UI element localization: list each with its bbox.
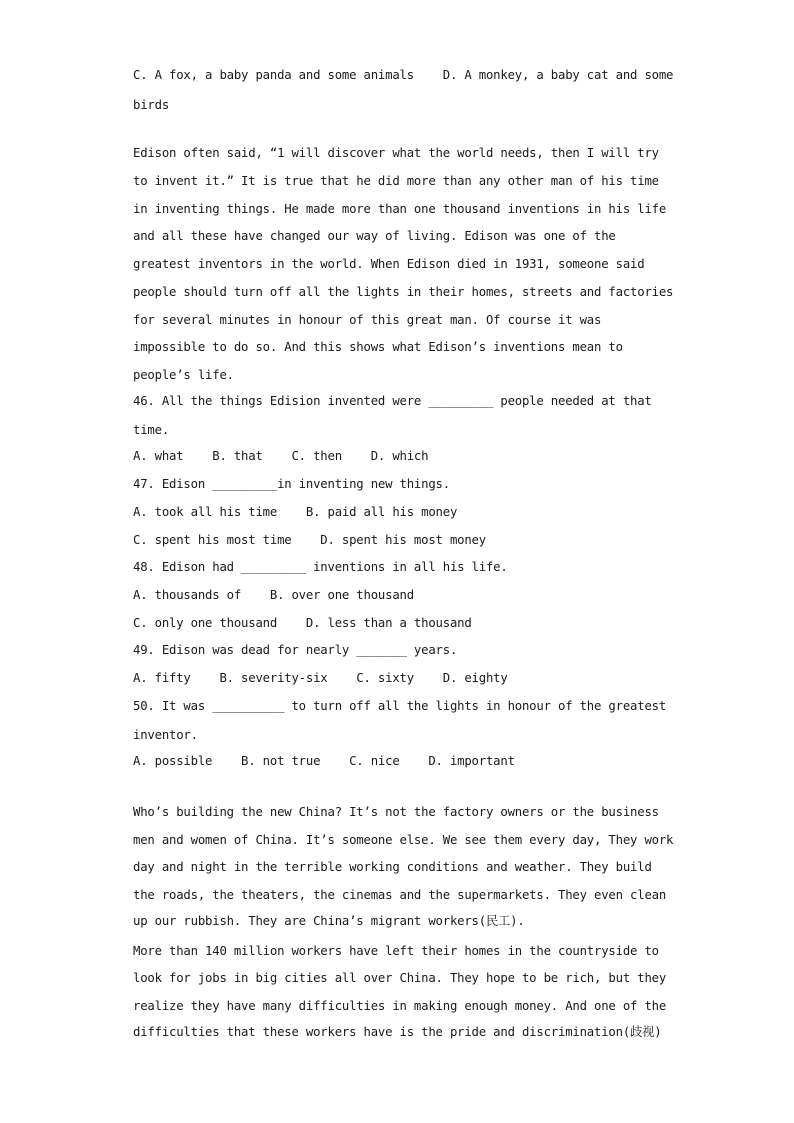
china-passage-line: look for jobs in big cities all over China. They hope to be rich, but they (133, 971, 667, 985)
china-passage-line: Who’s building the new China? It’s not the factory owners or the business (133, 805, 659, 819)
china-passage-line: the roads, the theaters, the cinemas and the supermarkets. They even clean (133, 888, 667, 902)
china-passage-line: men and women of China. It’s someone else. We see them every day, They work (133, 833, 674, 847)
question-47-options-2: C. spent his most time D. spent his most money (133, 533, 486, 547)
china-passage-line: difficulties that these workers have is the pride and discrimination(歧视) (133, 1025, 662, 1039)
prev-options-line-2: birds (133, 98, 170, 112)
question-47-options-1: A. took all his time B. paid all his money (133, 505, 458, 519)
question-50-stem-continued: inventor. (133, 728, 198, 742)
china-passage-line: up our rubbish. They are China’s migrant workers(民工). (133, 914, 525, 928)
question-47-stem: 47. Edison _________in inventing new things. (133, 477, 450, 491)
question-49-options: A. fifty B. severity-six C. sixty D. eighty (133, 671, 508, 685)
edison-passage-line: in inventing things. He made more than one thousand inventions in his life (133, 202, 667, 216)
edison-passage-line: and all these have changed our way of living. Edison was one of the (133, 229, 616, 243)
question-50-stem: 50. It was __________ to turn off all the lights in honour of the greatest (133, 699, 667, 713)
china-passage-line: More than 140 million workers have left their homes in the countryside to (133, 944, 659, 958)
edison-passage-line: impossible to do so. And this shows what Edison’s inventions mean to (133, 340, 623, 354)
china-passage-line: realize they have many difficulties in making enough money. And one of the (133, 999, 667, 1013)
question-50-options: A. possible B. not true C. nice D. important (133, 754, 515, 768)
question-49-stem: 49. Edison was dead for nearly _______ years. (133, 643, 458, 657)
edison-passage-line: people’s life. (133, 368, 234, 382)
question-46-options: A. what B. that C. then D. which (133, 449, 429, 463)
edison-passage-line: Edison often said, “1 will discover what the world needs, then I will try (133, 146, 659, 160)
edison-passage-line: for several minutes in honour of this great man. Of course it was (133, 313, 602, 327)
prev-options-line-1: C. A fox, a baby panda and some animals D. A monkey, a baby cat and some (133, 68, 674, 82)
china-passage-line: day and night in the terrible working conditions and weather. They build (133, 860, 652, 874)
edison-passage-line: greatest inventors in the world. When Edison died in 1931, someone said (133, 257, 645, 271)
edison-passage-line: to invent it.” It is true that he did more than any other man of his time (133, 174, 659, 188)
question-48-options-2: C. only one thousand D. less than a thousand (133, 616, 472, 630)
question-48-stem: 48. Edison had _________ inventions in all his life. (133, 560, 508, 574)
edison-passage-line: people should turn off all the lights in their homes, streets and factories (133, 285, 674, 299)
question-46-stem: 46. All the things Edision invented were _________ people needed at that (133, 394, 652, 408)
question-46-stem-continued: time. (133, 423, 170, 437)
question-48-options-1: A. thousands of B. over one thousand (133, 588, 414, 602)
